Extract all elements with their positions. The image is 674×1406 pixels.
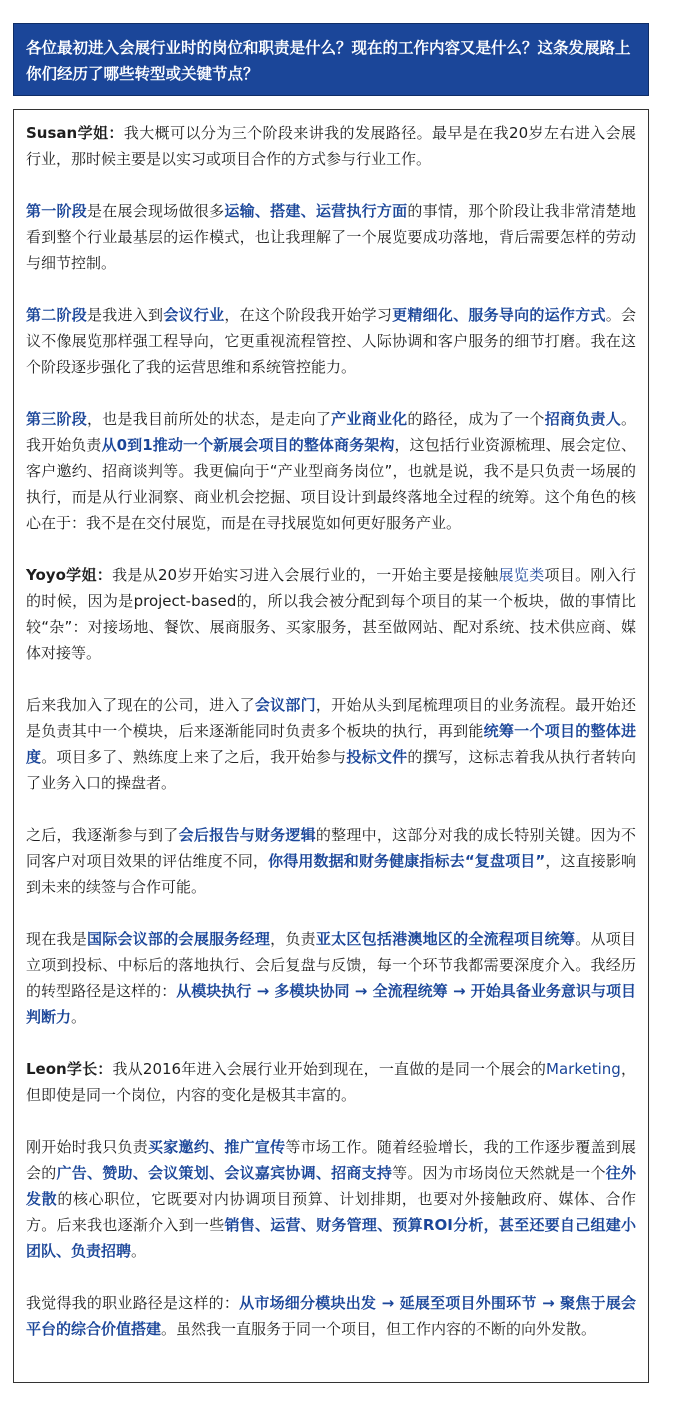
answer-paragraph [26, 1134, 636, 1264]
body-text: ，负责 [270, 930, 316, 948]
body-text: ，这直接影响到未来的续签与合作可能。 [26, 852, 636, 896]
body-text: 之后，我逐渐参与到了 [26, 826, 179, 844]
body-text: 。从项目立项到投标、中标后的落地执行、会后复盘与反馈，每一个环节我都需要深度介入。我经历的转型路径是这样的： [26, 930, 636, 1000]
body-text: ，也是我目前所处的状态，是走向了 [87, 410, 332, 428]
body-text: 的撰写，这标志着我从执行者转向了业务入口的操盘者。 [26, 748, 636, 792]
answer-paragraph [26, 120, 636, 172]
body-text: 的路径，成为了一个 [407, 410, 545, 428]
body-text: 。会议不像展览那样强工程导向，它更重视流程管控、人际协调和客户服务的细节打磨。我在这个阶段逐步强化了我的运营思维和系统管控能力。 [26, 306, 636, 376]
highlight-text: 销售、运营、财务管理、预算ROI分析，甚至还要自己组建小团队、负责招聘 [26, 1216, 636, 1260]
highlight-text: 产业商业化 [331, 410, 408, 428]
body-text: 我觉得我的职业路径是这样的： [26, 1294, 240, 1312]
answer-paragraph [26, 926, 636, 1030]
speaker-name: Yoyo学姐： [26, 566, 113, 584]
highlight-text: 从市场细分模块出发 → 延展至项目外围环节 → 聚焦于展会平台的综合价值搭建 [26, 1294, 636, 1338]
body-text: 的事情，那个阶段让我非常清楚地看到整个行业最基层的运作模式，也让我理解了一个展览要成功落地，背后需要怎样的劳动与细节控制。 [26, 202, 636, 272]
highlight-text: 招商负责人 [544, 410, 621, 428]
body-text: 项目。刚入行的时候，因为是project-based的，所以我会被分配到每个项目的某一个板块，做的事情比较“杂”：对接场地、餐饮、展商服务、买家服务，甚至做网站、配对系统、技术供应商、媒体对接等。 [26, 566, 637, 662]
body-text: ，这包括行业资源梳理、展会定位、客户邀约、招商谈判等。我更偏向于“产业型商务岗位”，也就是说，我不是只负责一场展的执行，而是从行业洞察、商业机会挖掘、项目设计到最终落地全过程的统筹。这个角色的核心在于：我不是在交付展览，而是在寻找展览如何更好服务产业。 [26, 436, 636, 532]
body-text: 。 [131, 1242, 147, 1260]
body-text: ，开始从头到尾梳理项目的业务流程。最开始还是负责其中一个模块，后来逐渐能同时负责多个板块的执行，再到能 [26, 696, 636, 740]
highlight-text: 从模块执行 → 多模块协同 → 全流程统筹 → 开始具备业务意识与项目判断力 [26, 982, 636, 1026]
highlight-text: 第三阶段 [26, 410, 88, 428]
body-text: ，但即使是同一个岗位，内容的变化是极其丰富的。 [26, 1060, 636, 1104]
speaker-name: Leon学长： [26, 1060, 113, 1078]
highlight-text: 第一阶段 [26, 202, 88, 220]
highlight-text: Marketing [546, 1060, 621, 1078]
answer-paragraph [26, 1290, 636, 1342]
highlight-text: 亚太区包括港澳地区的全流程项目统筹 [315, 930, 576, 948]
answer-paragraph [26, 198, 636, 276]
highlight-text: 广告、赞助、会议策划、会议嘉宾协调、招商支持 [56, 1164, 393, 1182]
body-text: 现在我是 [26, 930, 88, 948]
highlight-text: 更精细化、服务导向的运作方式 [392, 306, 606, 324]
body-text: 后来我加入了现在的公司，进入了 [26, 696, 255, 714]
highlight-text: 运输、搭建、运营执行方面 [224, 202, 408, 220]
answer-paragraph [26, 302, 636, 380]
body-text: 等。因为市场岗位天然就是一个 [392, 1164, 606, 1182]
body-text: 。 [71, 1008, 87, 1026]
highlight-text: 国际会议部的会展服务经理 [87, 930, 271, 948]
highlight-text: 会议行业 [163, 306, 225, 324]
body-text: 的整理中，这部分对我的成长特别关键。因为不同客户对项目效果的评估维度不同， [26, 826, 636, 870]
highlight-text: 会后报告与财务逻辑 [178, 826, 316, 844]
highlight-text: 投标文件 [346, 748, 408, 766]
body-text: 是我进入到 [87, 306, 164, 324]
speaker-name: Susan学姐： [26, 124, 124, 142]
body-text: ，在这个阶段我开始学习 [224, 306, 393, 324]
answer-paragraph [26, 822, 636, 900]
question-text: 各位最初进入会展行业时的岗位和职责是什么？现在的工作内容又是什么？这条发展路上你们经历了哪些转型或关键节点？ [26, 39, 631, 83]
body-text: 。虽然我一直服务于同一个项目，但工作内容的不断的向外发散。 [161, 1320, 597, 1338]
question-box [13, 23, 649, 96]
body-text: 刚开始时我只负责 [26, 1138, 149, 1156]
highlight-text: 往外发散 [26, 1164, 636, 1208]
body-text: 的核心职位，它既要对内协调项目预算、计划排期，也要对外接触政府、媒体、合作方。后来我也逐渐介入到一些 [26, 1190, 636, 1234]
answers-box [13, 109, 649, 1383]
highlight-text: 展览类 [498, 566, 545, 584]
answer-paragraph [26, 562, 636, 666]
body-text: 我大概可以分为三个阶段来讲我的发展路径。最早是在我20岁左右进入会展行业，那时候主要是以实习或项目合作的方式参与行业工作。 [26, 124, 636, 168]
body-text: 。项目多了、熟练度上来了之后，我开始参与 [41, 748, 347, 766]
answer-paragraph [26, 406, 636, 536]
answer-paragraph [26, 1056, 636, 1108]
highlight-text: 会议部门 [254, 696, 316, 714]
body-text: 。我开始负责 [26, 410, 636, 454]
body-text: 是在展会现场做很多 [87, 202, 225, 220]
body-text: 我从2016年进入会展行业开始到现在，一直做的是同一个展会的 [112, 1060, 547, 1078]
highlight-text: 统筹一个项目的整体进度 [26, 722, 636, 766]
answer-paragraph [26, 692, 636, 796]
body-text: 我是从20岁开始实习进入会展行业的，一开始主要是接触 [112, 566, 499, 584]
highlight-text: 从0到1推动一个新展会项目的整体商务架构 [101, 436, 395, 454]
highlight-text: 买家邀约、推广宣传 [148, 1138, 286, 1156]
body-text: 等市场工作。随着经验增长，我的工作逐步覆盖到展会的 [26, 1138, 636, 1182]
highlight-text: 第二阶段 [26, 306, 88, 324]
highlight-text: 你得用数据和财务健康指标去“复盘项目” [268, 852, 546, 870]
